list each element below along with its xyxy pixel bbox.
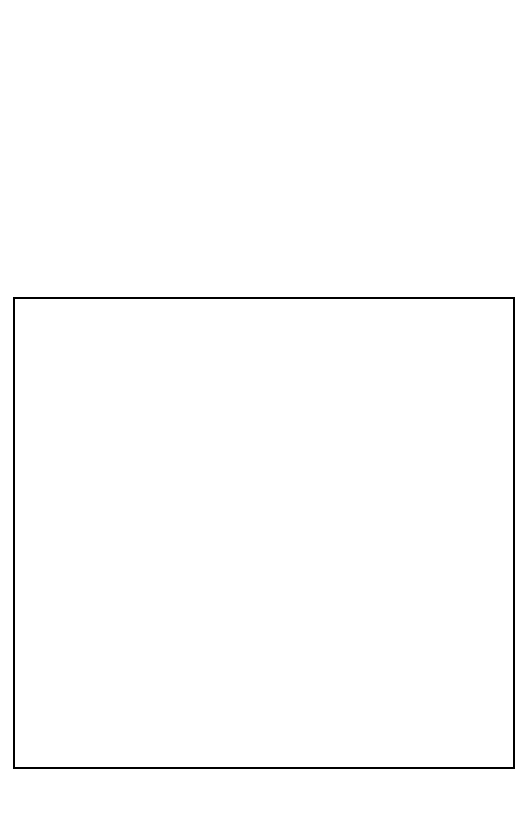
title-block bbox=[0, 771, 526, 815]
params-box bbox=[13, 297, 515, 769]
input-data-section bbox=[0, 0, 526, 300]
